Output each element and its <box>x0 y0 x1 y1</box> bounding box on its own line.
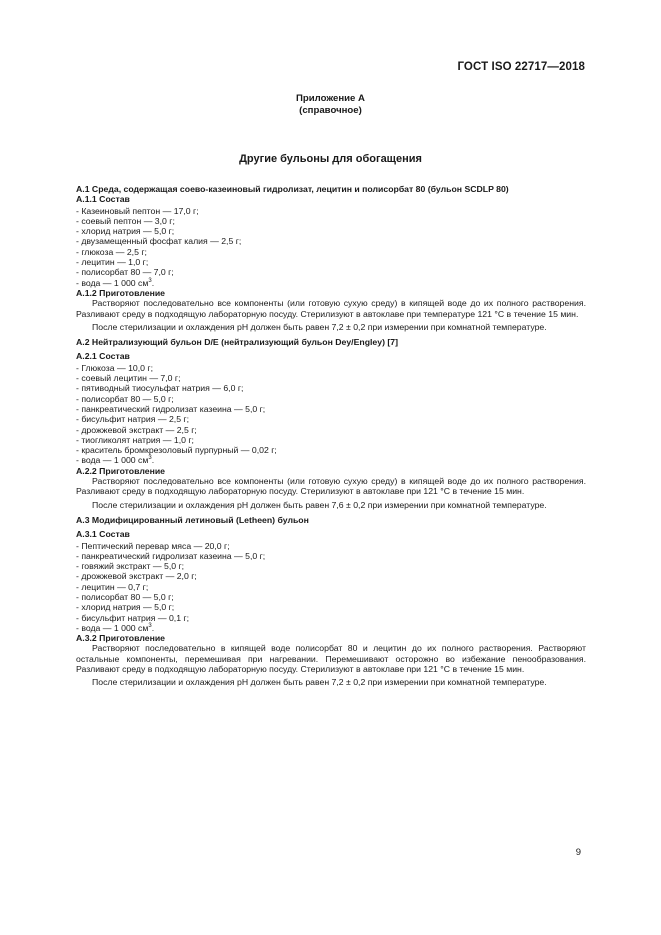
list-item: - хлорид натрия — 5,0 г; <box>76 602 586 612</box>
list-item: - Казеиновый пептон — 17,0 г; <box>76 206 586 216</box>
section-heading: А.3 Модифицированный летиновый (Letheen) бульон <box>76 514 309 525</box>
item-text: вода — 1 000 см <box>81 455 149 466</box>
section-a2 <box>76 337 586 510</box>
list-item: - пятиводный тиосульфат натрия — 6,0 г; <box>76 383 586 393</box>
list-item: - Глюкоза — 10,0 г; <box>76 363 586 373</box>
paragraph: После стерилизации и охлаждения рН должен быть равен 7,2 ± 0,2 при измерении при комнатной температуре. <box>92 321 547 332</box>
list-item: - полисорбат 80 — 5,0 г; <box>76 592 586 602</box>
composition-list <box>76 541 586 634</box>
composition-list <box>76 206 586 288</box>
list-item: - тиогликолят натрия — 1,0 г; <box>76 435 586 445</box>
list-item <box>76 623 586 633</box>
section-a3 <box>76 515 586 688</box>
list-item: - двузамещенный фосфат калия — 2,5 г; <box>76 236 586 246</box>
list-item: - лецитин — 0,7 г; <box>76 582 586 592</box>
composition-heading: А.1.1 Состав <box>76 194 130 205</box>
list-item: - полисорбат 80 — 7,0 г; <box>76 267 586 277</box>
page-number: 9 <box>575 847 581 858</box>
superscript: 3 <box>148 622 152 629</box>
preparation-heading: А.1.2 Приготовление <box>76 287 165 298</box>
list-item: - говяжий экстракт — 5,0 г; <box>76 561 586 571</box>
list-item: - лецитин — 1,0 г; <box>76 257 586 267</box>
superscript: 3 <box>148 455 152 462</box>
item-end: . <box>151 455 155 466</box>
item-end: . <box>151 277 155 288</box>
list-item: - бисульфит натрия — 2,5 г; <box>76 414 586 424</box>
item-text: вода — 1 000 см <box>81 277 149 288</box>
composition-heading: А.2.1 Состав <box>76 351 130 362</box>
paragraph: После стерилизации и охлаждения рН должен быть равен 7,6 ± 0,2 при измерении при комнатной температуре. <box>92 499 547 510</box>
standard-designation: ГОСТ ISO 22717—2018 <box>457 61 585 73</box>
list-item: - бисульфит натрия — 0,1 г; <box>76 613 586 623</box>
list-item: - панкреатический гидролизат казеина — 5,0 г; <box>76 404 586 414</box>
list-item: - соевый лецитин — 7,0 г; <box>76 373 586 383</box>
list-item: - дрожжевой экстракт — 2,5 г; <box>76 425 586 435</box>
annex-heading <box>0 93 661 117</box>
section-heading: А.2 Нейтрализующий бульон D/E (нейтрализующий бульон Dey/Engley) [7] <box>76 337 398 348</box>
document-body <box>76 184 586 688</box>
composition-list <box>76 363 586 466</box>
preparation-heading: А.3.2 Приготовление <box>76 633 165 644</box>
superscript: 3 <box>148 277 152 284</box>
section-a1 <box>76 184 586 332</box>
paragraph: Растворяют последовательно все компоненты (или готовую сухую среду) в кипящей воде до их полного растворения. Разливают среду в подходящую лабораторную посуду. Стерилизуют в автоклаве при температуре 121 °С в течение 15 мин. <box>76 298 586 319</box>
annex-subtitle: (справочное) <box>299 105 362 116</box>
preparation-heading: А.2.2 Приготовление <box>76 465 165 476</box>
annex-title: Приложение А <box>296 93 365 104</box>
paragraph: Растворяют последовательно в кипящей воде полисорбат 80 и лецитин до их полного растворения. Растворяют остальные компоненты, перемешивая при нагревании. Перемешивают осторожно во избежание пенообразования. Разливают среду в подходящую лабораторную посуду. Стерилизуют в автоклаве при 121 °С в течение 15 мин. <box>76 643 586 675</box>
list-item: - Пептический перевар мяса — 20,0 г; <box>76 541 586 551</box>
list-item: - глюкоза — 2,5 г; <box>76 247 586 257</box>
list-item <box>76 278 586 288</box>
item-text: вода — 1 000 см <box>81 622 149 633</box>
document-title: Другие бульоны для обогащения <box>239 153 422 165</box>
paragraph: Растворяют последовательно все компоненты (или готовую сухую среду) в кипящей воде до их полного растворения. Разливают среду в подходящую лабораторную посуду. Стерилизуют в автоклаве при 121 °С в течение 15 мин. <box>76 476 586 497</box>
list-item <box>76 455 586 465</box>
list-item: - соевый пептон — 3,0 г; <box>76 216 586 226</box>
list-item: - панкреатический гидролизат казеина — 5,0 г; <box>76 551 586 561</box>
section-heading: А.1 Среда, содержащая соево-казеиновый гидролизат, лецитин и полисорбат 80 (бульон SCDLP 80) <box>76 184 509 194</box>
list-item: - полисорбат 80 — 5,0 г; <box>76 394 586 404</box>
item-end: . <box>151 622 155 633</box>
list-item: - краситель бромкрезоловый пурпурный — 0,02 г; <box>76 445 586 455</box>
composition-heading: А.3.1 Состав <box>76 529 130 540</box>
paragraph: После стерилизации и охлаждения рН должен быть равен 7,2 ± 0,2 при измерении при комнатной температуре. <box>92 677 547 688</box>
list-item: - хлорид натрия — 5,0 г; <box>76 226 586 236</box>
list-item: - дрожжевой экстракт — 2,0 г; <box>76 571 586 581</box>
